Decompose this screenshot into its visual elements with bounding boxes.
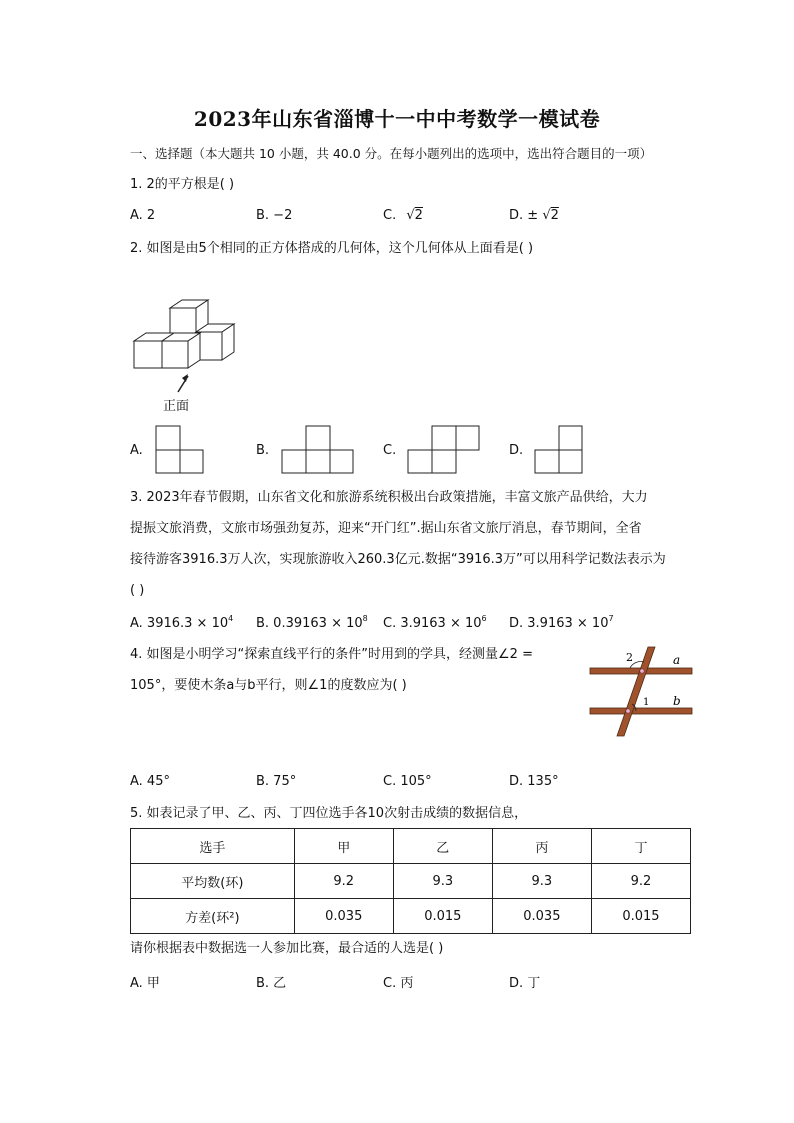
q5-stem: 5. 如表记录了甲、乙、丙、丁四位选手各10次射击成绩的数据信息，	[130, 806, 528, 821]
table-cell: 平均数(环)	[131, 864, 295, 899]
q3-option-d-text: D. 3.9163 × 10	[509, 616, 609, 631]
q5-option-b[interactable]: B. 乙	[256, 976, 287, 991]
q4-option-a[interactable]: A. 45°	[130, 774, 170, 789]
q2-option-b-label[interactable]: B.	[256, 443, 270, 458]
q4-line-1: 4. 如图是小明学习“探索直线平行的条件”时用到的学具，经测量∠2 =	[130, 647, 533, 662]
q3-option-c-exp: 6	[481, 614, 487, 623]
q4-option-c[interactable]: C. 105°	[383, 774, 432, 789]
q2-option-c-label[interactable]: C.	[383, 443, 397, 458]
q2-option-b-figure[interactable]	[281, 425, 355, 475]
table-cell: 0.015	[393, 899, 492, 934]
table-header-cell: 丁	[591, 829, 690, 864]
q5-option-c[interactable]: C. 丙	[383, 976, 414, 991]
q2-stem: 2. 如图是由5个相同的正方体搭成的几何体，这个几何体从上面看是( )	[130, 241, 534, 256]
q2-front-label: 正面	[163, 399, 190, 414]
q2-option-c-figure[interactable]	[407, 425, 481, 475]
q5-question: 请你根据表中数据选一人参加比赛，最合适的人选是( )	[130, 941, 444, 956]
table-cell: 9.3	[393, 864, 492, 899]
q3-option-c-text: C. 3.9163 × 10	[383, 616, 482, 631]
q4-line-2: 105°，要使木条a与b平行，则∠1的度数应为( )	[130, 678, 407, 693]
table-header-cell: 选手	[131, 829, 295, 864]
q1-option-d[interactable]: D. ± √2	[509, 208, 559, 223]
q1-option-a[interactable]: A. 2	[130, 208, 156, 223]
table-cell: 0.035	[492, 899, 591, 934]
q3-option-b[interactable]	[256, 614, 368, 631]
q4-option-d[interactable]: D. 135°	[509, 774, 559, 789]
table-cell: 0.035	[294, 899, 393, 934]
table-header-row	[131, 829, 691, 864]
table-header-cell: 丙	[492, 829, 591, 864]
q3-option-a-exp: 4	[228, 614, 234, 623]
table-cell: 9.2	[294, 864, 393, 899]
q3-option-d-exp: 7	[608, 614, 614, 623]
q2-option-a-figure[interactable]	[155, 425, 205, 475]
q4-option-b[interactable]: B. 75°	[256, 774, 297, 789]
q2-cube-figure	[130, 296, 240, 396]
q5-option-a[interactable]: A. 甲	[130, 976, 160, 991]
q3-option-a-text: A. 3916.3 × 10	[130, 616, 229, 631]
q4-line-b-label: b	[673, 694, 681, 708]
q1-option-b[interactable]: B. −2	[256, 208, 293, 223]
q4-parallel-sticks-figure	[588, 645, 694, 737]
q3-line-3: 接待游客3916.3万人次，实现旅游收入260.3亿元.数据“3916.3万”可以用科学记数法表示为	[130, 552, 666, 567]
q3-line-4: ( )	[130, 583, 145, 598]
table-cell: 9.2	[591, 864, 690, 899]
q1-option-c[interactable]: C. √2	[383, 208, 423, 223]
q1-option-d-label: D. ±	[509, 208, 539, 223]
q1-option-c-radicand: 2	[414, 208, 423, 223]
table-cell: 9.3	[492, 864, 591, 899]
q3-option-b-text: B. 0.39163 × 10	[256, 616, 363, 631]
q3-option-c[interactable]	[383, 614, 487, 631]
table-cell: 方差(环²)	[131, 899, 295, 934]
table-row	[131, 899, 691, 934]
shooting-score-table	[130, 828, 691, 934]
q2-option-a-label[interactable]: A.	[130, 443, 143, 458]
q2-option-d-figure[interactable]	[534, 425, 584, 475]
section-heading: 一、选择题（本大题共 10 小题，共 40.0 分。在每小题列出的选项中，选出符合题目的一项）	[130, 146, 653, 161]
q3-line-2: 提振文旅消费，文旅市场强劲复苏，迎来“开门红”.据山东省文旅厅消息，春节期间，全省	[130, 521, 642, 536]
q3-line-1: 3. 2023年春节假期，山东省文化和旅游系统积极出台政策措施，丰富文旅产品供给，大力	[130, 490, 648, 505]
table-header-cell: 甲	[294, 829, 393, 864]
q4-angle-2-label: 2	[626, 651, 633, 664]
q4-line-a-label: a	[673, 653, 681, 667]
q2-option-d-label[interactable]: D.	[509, 443, 524, 458]
q1-option-d-radicand: 2	[550, 208, 559, 223]
q1-stem: 1. 2的平方根是( )	[130, 177, 235, 192]
q3-option-d[interactable]	[509, 614, 614, 631]
table-row	[131, 864, 691, 899]
page-title: 2023年山东省淄博十一中中考数学一模试卷	[193, 107, 601, 131]
q3-option-a[interactable]	[130, 614, 233, 631]
q5-option-d[interactable]: D. 丁	[509, 976, 541, 991]
table-cell: 0.015	[591, 899, 690, 934]
q3-option-b-exp: 8	[362, 614, 368, 623]
table-header-cell: 乙	[393, 829, 492, 864]
q4-angle-1-label: 1	[643, 697, 650, 708]
q1-option-c-label: C.	[383, 208, 397, 223]
